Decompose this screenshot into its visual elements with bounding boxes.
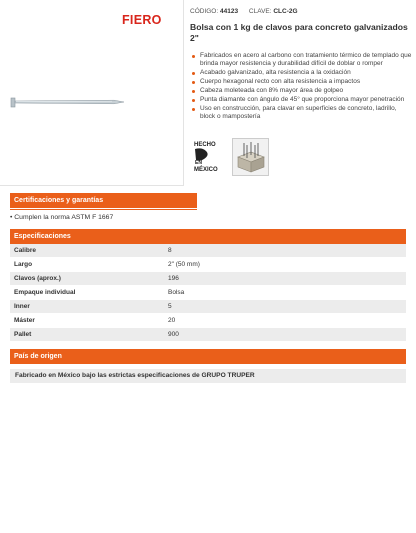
spec-row: [10, 244, 406, 258]
spec-label: Calibre: [10, 244, 164, 258]
fiero-logo: FIERO: [122, 13, 162, 27]
specifications-header: [10, 229, 406, 244]
product-image-panel: [0, 0, 184, 186]
hecho-en-mexico-badge: [192, 138, 225, 174]
spec-value: 5: [164, 300, 406, 314]
spec-value: 196: [164, 272, 406, 286]
spec-label: Largo: [10, 258, 164, 272]
feature-item: Cuerpo hexagonal recto con alta resistencia a impactos: [190, 78, 412, 86]
concrete-block-usage-icon: [232, 138, 269, 176]
feature-list: [190, 52, 412, 122]
badge-line-1: HECHO: [194, 142, 216, 148]
feature-item: Fabricados en acero al carbono con tratamiento térmico de templado que brinda mayor resistencia y durabilidad difícil de doblar o romper: [190, 52, 412, 68]
feature-item: Uso en construcción, para clavar en superficies de concreto, ladrillo, block o mampostería: [190, 105, 412, 121]
specifications-title: Especificaciones: [14, 233, 71, 240]
nail-product-image: [2, 92, 132, 112]
product-code-line: [190, 8, 298, 15]
spec-row: [10, 258, 406, 272]
certifications-title: Certificaciones y garantías: [14, 197, 104, 204]
key-label: CLAVE:: [248, 8, 272, 15]
specifications-table: [10, 244, 406, 342]
origin-header: [10, 349, 406, 364]
origin-text: Fabricado en México bajo las estrictas especificaciones de GRUPO TRUPER: [10, 369, 406, 383]
feature-item: Acabado galvanizado, alta resistencia a la oxidación: [190, 69, 412, 77]
spec-value: 20: [164, 314, 406, 328]
key-value: CLC-2G: [273, 8, 298, 15]
spec-label: Pallet: [10, 328, 164, 342]
spec-value: 8: [164, 244, 406, 258]
spec-row: [10, 300, 406, 314]
spec-value: Bolsa: [164, 286, 406, 300]
feature-item: Cabeza moleteada con 8% mayor área de golpeo: [190, 87, 412, 95]
certifications-underline: [10, 209, 197, 210]
spec-row: [10, 286, 406, 300]
spec-row: [10, 328, 406, 342]
product-title: Bolsa con 1 kg de clavos para concreto galvanizados 2": [190, 22, 408, 43]
spec-label: Empaque individual: [10, 286, 164, 300]
spec-row: [10, 314, 406, 328]
code-label: CÓDIGO:: [190, 8, 219, 15]
spec-label: Inner: [10, 300, 164, 314]
certifications-header: [10, 193, 197, 208]
spec-label: Clavos (aprox.): [10, 272, 164, 286]
origin-title: País de origen: [14, 353, 62, 360]
spec-value: 2" (50 mm): [164, 258, 406, 272]
spec-value: 900: [164, 328, 406, 342]
code-value: 44123: [219, 8, 239, 15]
certification-item: • Cumplen la norma ASTM F 1667: [10, 214, 114, 221]
badge-line-2: EN: [195, 160, 202, 166]
badge-line-3: MÉXICO: [194, 167, 218, 173]
spec-label: Máster: [10, 314, 164, 328]
spec-row: [10, 272, 406, 286]
feature-item: Punta diamante con ángulo de 45° que proporciona mayor penetración: [190, 96, 412, 104]
